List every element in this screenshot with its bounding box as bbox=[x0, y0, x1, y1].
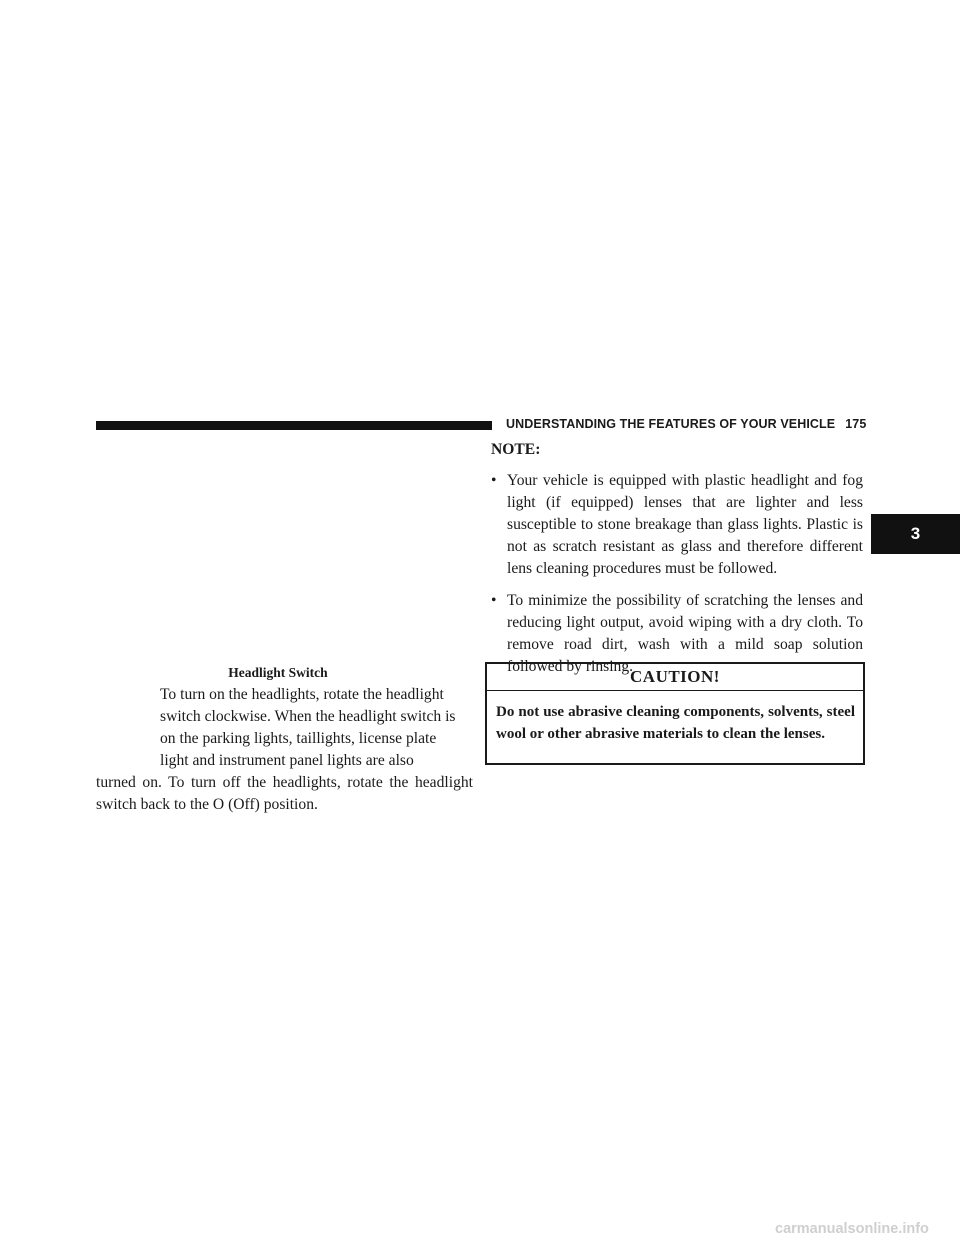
para-line: To turn on the headlights, rotate the headlight bbox=[160, 686, 444, 703]
list-item bbox=[491, 470, 863, 580]
caution-text: Do not use abrasive cleaning components, solvents, steel wool or other abrasive materials to clean the lenses. bbox=[496, 704, 855, 742]
caution-box bbox=[485, 662, 865, 765]
bullet-text: Your vehicle is equipped with plastic headlight and fog light (if equipped) lenses that are lighter and less susceptible to stone breakage than glass lights. Plastic is not as scratch resistant as glass and therefore different lens cleaning procedures must be followed. bbox=[507, 472, 863, 577]
bullet-icon: • bbox=[491, 592, 497, 609]
para-line: light and instrument panel lights are also bbox=[160, 752, 414, 769]
footer-watermark: carmanualsonline.info bbox=[775, 1221, 929, 1237]
headlight-instructions bbox=[96, 684, 473, 816]
page-number: 175 bbox=[845, 417, 867, 431]
para-line: switch clockwise. When the headlight switch is bbox=[160, 708, 456, 725]
figure-caption: Headlight Switch bbox=[228, 665, 328, 680]
bullet-icon: • bbox=[491, 472, 497, 489]
running-header bbox=[506, 417, 867, 431]
note-label: NOTE: bbox=[491, 441, 541, 458]
headlight-switch-figure bbox=[96, 440, 460, 660]
section-title: UNDERSTANDING THE FEATURES OF YOUR VEHICLE bbox=[506, 417, 836, 431]
header-rule bbox=[96, 421, 492, 430]
note-bullet-list bbox=[491, 470, 863, 688]
para-line: on the parking lights, taillights, license plate bbox=[160, 730, 437, 747]
chapter-tab: 3 bbox=[871, 514, 960, 554]
caution-title: CAUTION! bbox=[487, 664, 863, 691]
bullet-text: To minimize the possibility of scratching the lenses and reducing light output, avoid wiping with a dry cloth. To remove road dirt, wash with a mild soap solution followed by rinsing. bbox=[507, 592, 863, 675]
para-rest: turned on. To turn off the headlights, rotate the headlight switch back to the O (Off) position. bbox=[96, 774, 473, 813]
